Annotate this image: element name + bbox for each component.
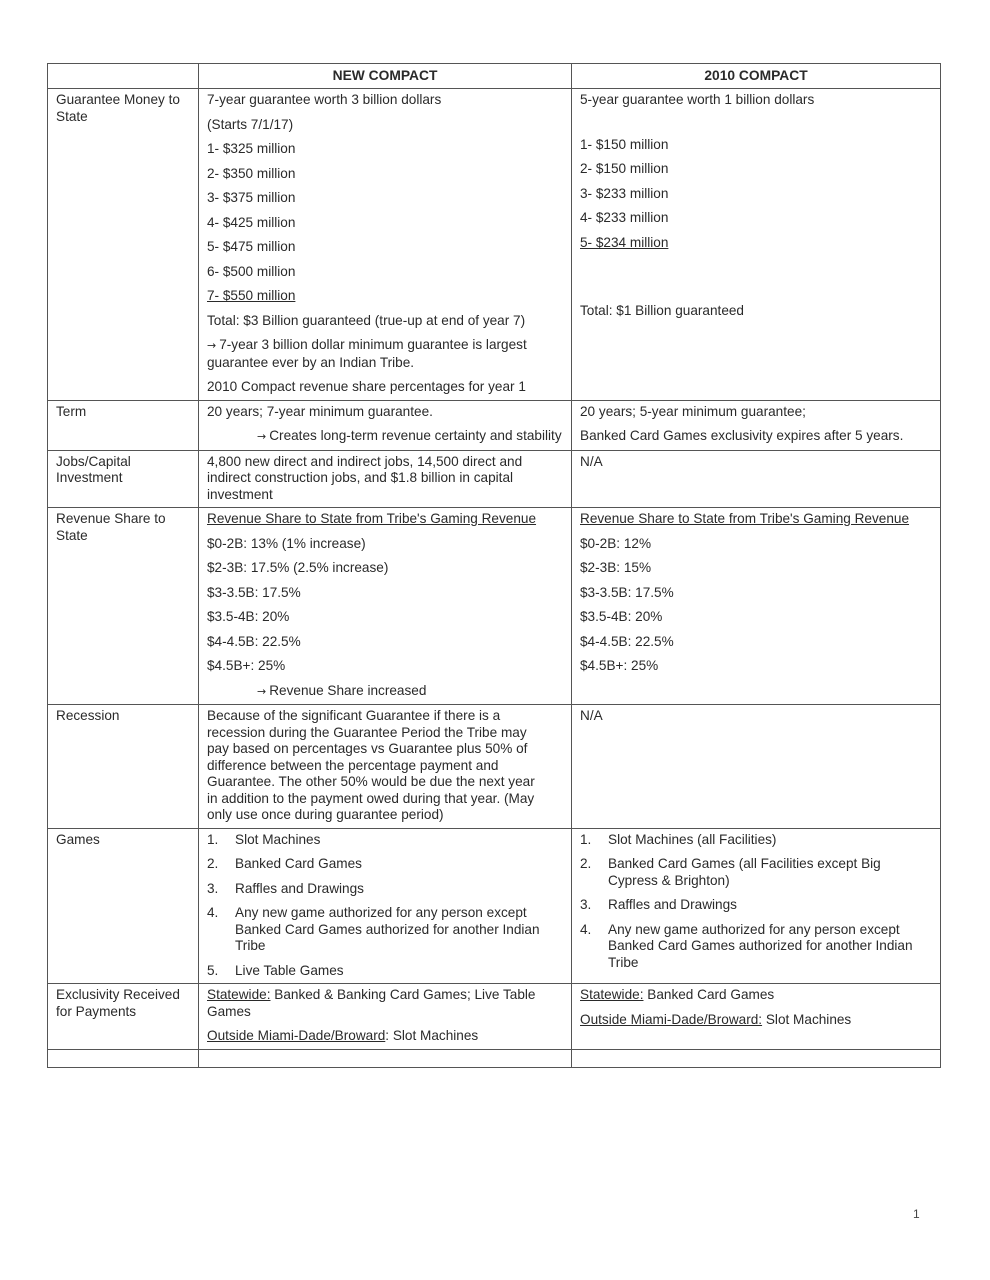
guarantee-year: 1- $150 million (580, 136, 669, 152)
list-text: Raffles and Drawings (608, 897, 737, 912)
guarantee-year: 5- $475 million (207, 239, 296, 254)
exclusivity-statewide (580, 987, 932, 1004)
guarantee-year: 5- $234 million (580, 234, 669, 250)
guarantee-year: 3- $233 million (580, 185, 669, 201)
list-number: 3. (207, 880, 219, 896)
cell-new-recession (199, 705, 572, 829)
guarantee-year: 7- $550 million (207, 288, 296, 303)
guarantee-intro: 7-year guarantee worth 3 billion dollars (207, 92, 442, 107)
row-label: Term (48, 400, 199, 450)
term-note (207, 428, 563, 446)
empty-cell (199, 1049, 572, 1067)
cell-new-exclusivity (199, 984, 572, 1050)
revenue-tier: $4-4.5B: 22.5% (207, 633, 301, 649)
compact-comparison-table (47, 63, 941, 1068)
list-text: Any new game authorized for any person except Banked Card Games authorized for another Indian Tribe (608, 921, 913, 970)
list-item (207, 832, 563, 849)
guarantee-year: 4- $233 million (580, 210, 669, 225)
list-item (580, 856, 932, 889)
revenue-tier: $3-3.5B: 17.5% (580, 584, 674, 600)
page-number: 1 (913, 1207, 920, 1221)
row-label: Jobs/Capital Investment (48, 450, 199, 508)
statewide-label: Statewide: (207, 987, 271, 1002)
guarantee-year: 1- $325 million (207, 141, 296, 156)
statewide-text: Banked Card Games (643, 987, 775, 1002)
revenue-tier: $4-4.5B: 22.5% (580, 633, 674, 649)
guarantee-note-text: 7-year 3 billion dollar minimum guarantee is largest guarantee ever by an Indian Tribe. (207, 337, 527, 370)
list-number: 5. (207, 962, 219, 978)
arrow-icon: → (207, 339, 217, 352)
outside-text: : Slot Machines (385, 1028, 479, 1043)
list-text: Any new game authorized for any person except Banked Card Games authorized for another Indian Tribe (235, 905, 540, 953)
cell-new-games (199, 828, 572, 984)
statewide-text: Banked & Banking Card Games; Live Table Games (207, 987, 536, 1019)
list-number: 2. (580, 856, 592, 871)
list-item (207, 963, 563, 980)
list-text: Raffles and Drawings (235, 880, 364, 896)
revenue-note-text: Revenue Share increased (269, 682, 427, 698)
row-jobs (48, 450, 941, 508)
cell-new-jobs: 4,800 new direct and indirect jobs, 14,500 direct and indirect construction jobs, and $1.8 billion in capital investment (199, 450, 572, 508)
revenue-heading: Revenue Share to State from Tribe's Gaming Revenue (580, 511, 910, 526)
header-new-compact: NEW COMPACT (199, 64, 572, 89)
guarantee-note (207, 337, 563, 371)
row-revenue-share (48, 508, 941, 705)
list-item (580, 922, 932, 972)
empty-cell (48, 1049, 199, 1067)
list-number: 4. (207, 905, 219, 920)
revenue-tier: $3.5-4B: 20% (580, 609, 663, 624)
list-number: 2. (207, 856, 219, 871)
list-item (580, 832, 932, 849)
guarantee-year: 2- $150 million (580, 161, 669, 176)
guarantee-intro: 5-year guarantee worth 1 billion dollars (580, 92, 815, 107)
guarantee-total: Total: $3 Billion guaranteed (true-up at end of year 7) (207, 312, 526, 328)
spacer (580, 259, 932, 303)
row-label: Revenue Share to State (48, 508, 199, 705)
header-blank (48, 64, 199, 89)
list-text: Slot Machines (235, 831, 321, 847)
guarantee-year: 6- $500 million (207, 263, 296, 279)
list-item (207, 905, 563, 955)
cell-old-guarantee (572, 89, 941, 401)
term-note-text: Creates long-term revenue certainty and stability (269, 428, 562, 443)
guarantee-year: 4- $425 million (207, 214, 296, 230)
guarantee-total: Total: $1 Billion guaranteed (580, 303, 744, 318)
revenue-tier: $4.5B+: 25% (207, 658, 286, 673)
revenue-tier: $2-3B: 17.5% (2.5% increase) (207, 560, 389, 575)
list-text: Banked Card Games (all Facilities except Big Cypress & Brighton) (608, 856, 881, 888)
revenue-tier: $0-2B: 13% (1% increase) (207, 535, 366, 551)
guarantee-footer: 2010 Compact revenue share percentages for year 1 (207, 379, 526, 394)
list-text: Banked Card Games (235, 856, 362, 871)
row-term (48, 400, 941, 450)
guarantee-start-date: (Starts 7/1/17) (207, 116, 294, 132)
empty-cell (572, 1049, 941, 1067)
row-label: Guarantee Money to State (48, 89, 199, 401)
row-label: Games (48, 828, 199, 984)
row-recession (48, 705, 941, 829)
list-number: 1. (207, 831, 219, 847)
list-number: 1. (580, 831, 592, 847)
cell-old-games (572, 828, 941, 984)
outside-label: Outside Miami-Dade/Broward (207, 1028, 386, 1043)
arrow-icon: → (257, 684, 267, 698)
row-label: Exclusivity Received for Payments (48, 984, 199, 1050)
cell-old-exclusivity (572, 984, 941, 1050)
list-text: Slot Machines (all Facilities) (608, 831, 777, 847)
revenue-tier: $4.5B+: 25% (580, 658, 659, 673)
row-exclusivity (48, 984, 941, 1050)
term-line: 20 years; 7-year minimum guarantee. (207, 403, 433, 419)
list-number: 3. (580, 897, 592, 912)
cell-old-jobs: N/A (572, 450, 941, 508)
guarantee-year: 2- $350 million (207, 165, 296, 181)
empty-row (48, 1049, 941, 1067)
revenue-tier: $3-3.5B: 17.5% (207, 584, 301, 600)
guarantee-year: 3- $375 million (207, 190, 296, 205)
exclusivity-outside (207, 1028, 563, 1045)
spacer (580, 117, 932, 137)
list-item (580, 897, 932, 914)
exclusivity-outside (580, 1012, 932, 1029)
cell-new-revenue (199, 508, 572, 705)
exclusivity-statewide (207, 987, 563, 1020)
statewide-label: Statewide: (580, 987, 644, 1002)
arrow-icon: → (257, 430, 267, 443)
cell-old-term (572, 400, 941, 450)
list-item (207, 856, 563, 873)
recession-text: Because of the significant Guarantee if there is a recession during the Guarantee Period the Tribe may pay based on percentages vs Guarantee plus 50% of difference between the percentage payment and Guarantee. The other 50% would be due the next year in addition to the payment owed during that year. (May only use once during guarantee period) (207, 708, 535, 822)
revenue-tier: $3.5-4B: 20% (207, 609, 290, 624)
revenue-tier: $2-3B: 15% (580, 560, 652, 575)
cell-new-guarantee (199, 89, 572, 401)
row-label: Recession (48, 705, 199, 829)
term-line: 20 years; 5-year minimum guarantee; (580, 403, 806, 419)
list-item (207, 881, 563, 898)
revenue-tier: $0-2B: 12% (580, 535, 652, 551)
cell-old-recession: N/A (572, 705, 941, 829)
row-guarantee (48, 89, 941, 401)
row-games (48, 828, 941, 984)
cell-new-term (199, 400, 572, 450)
cell-old-revenue (572, 508, 941, 705)
header-row (48, 64, 941, 89)
outside-label: Outside Miami-Dade/Broward: (580, 1011, 763, 1027)
revenue-heading: Revenue Share to State from Tribe's Gaming Revenue (207, 511, 537, 526)
list-text: Live Table Games (235, 962, 344, 978)
revenue-note (207, 683, 563, 701)
outside-text: Slot Machines (762, 1011, 852, 1027)
header-2010-compact: 2010 COMPACT (572, 64, 941, 89)
list-number: 4. (580, 921, 592, 937)
term-line: Banked Card Games exclusivity expires after 5 years. (580, 428, 904, 443)
